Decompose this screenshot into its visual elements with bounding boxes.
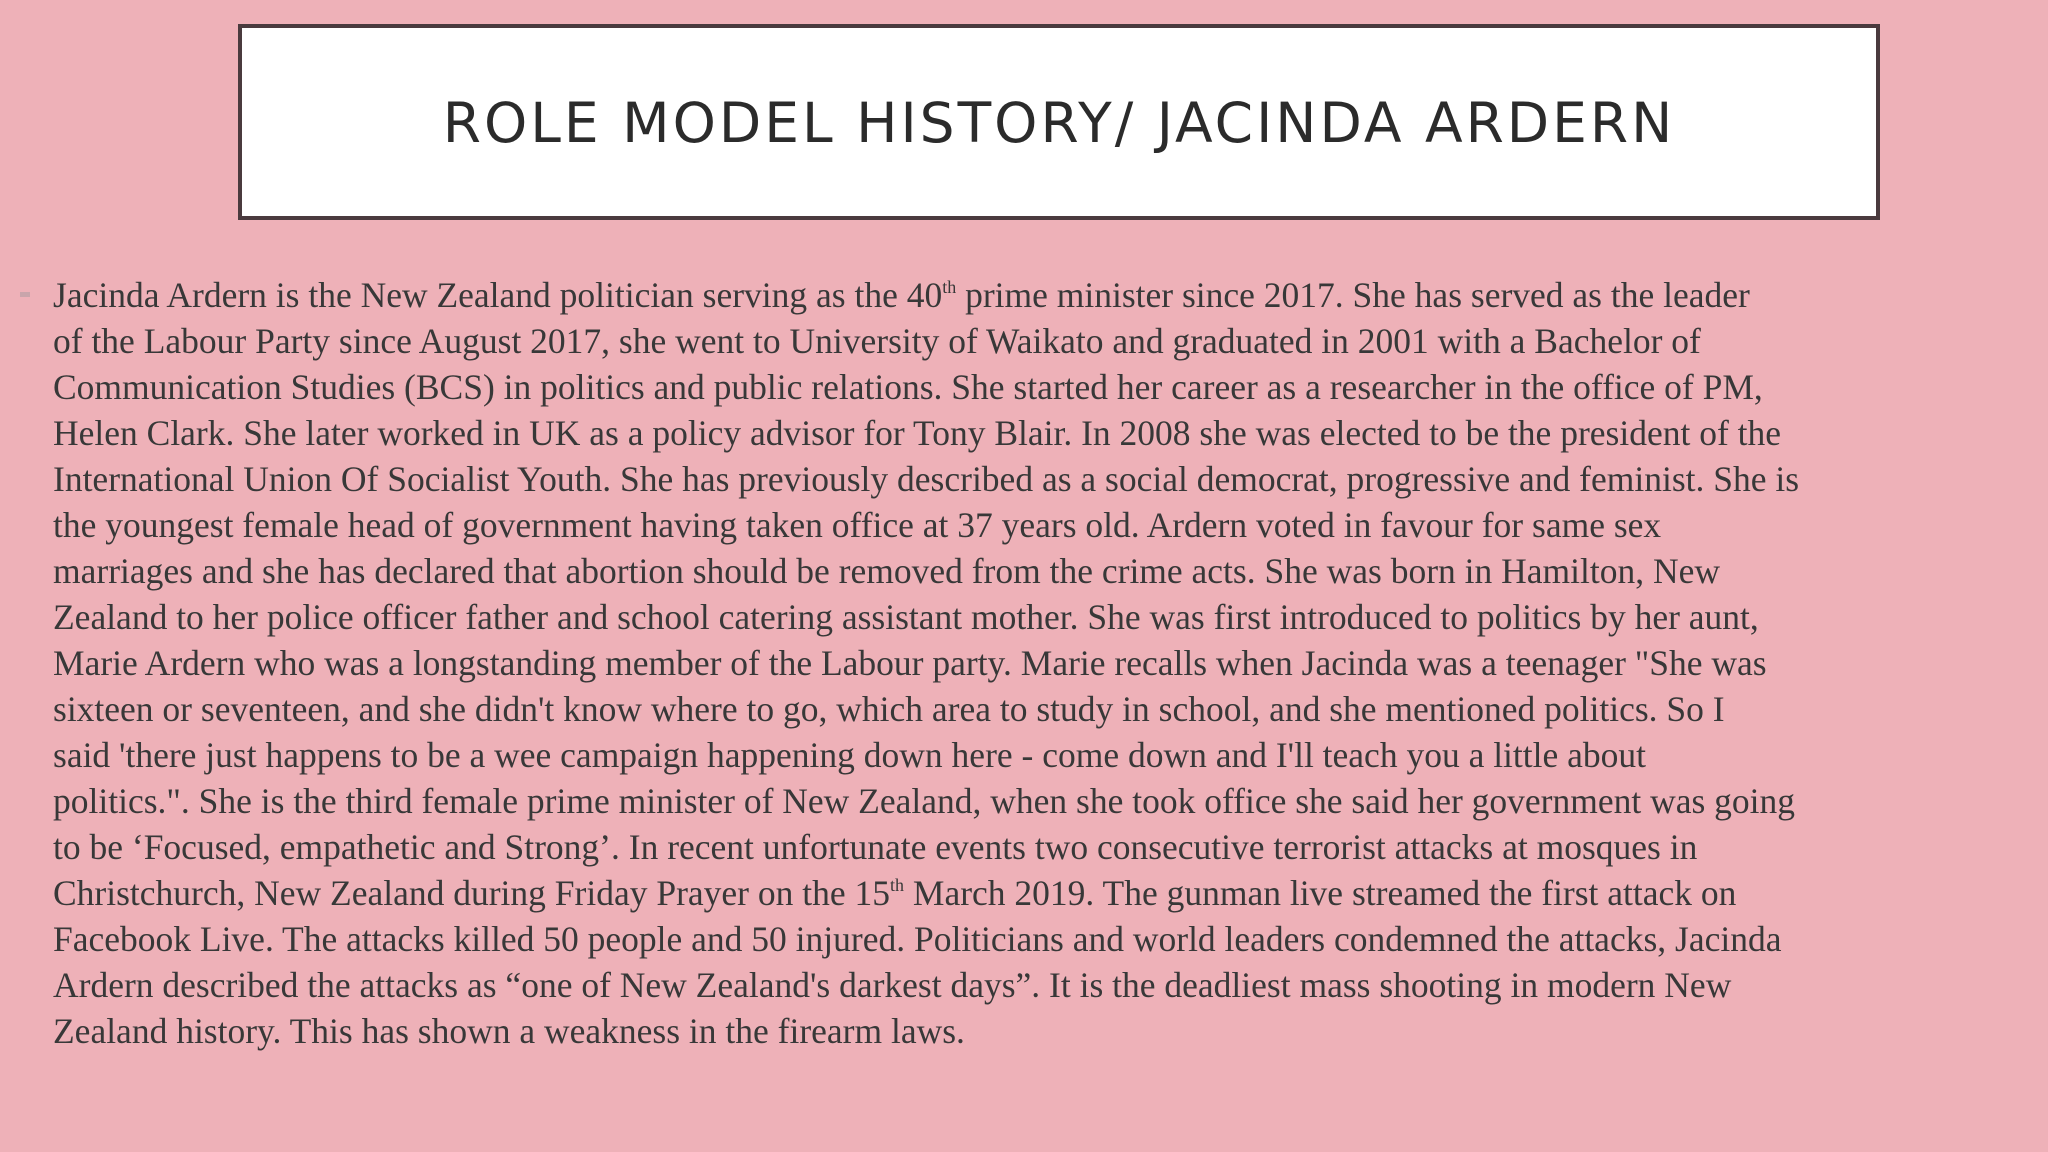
body-line: Facebook Live. The attacks killed 50 people and 50 injured. Politicians and world leaders condemned the attacks, Jacinda (53, 919, 1782, 959)
body-line: Ardern described the attacks as “one of New Zealand's darkest days”. It is the deadliest mass shooting in modern New (53, 965, 1732, 1005)
body-line: of the Labour Party since August 2017, she went to University of Waikato and graduated in 2001 with a Bachelor of (53, 321, 1701, 361)
body-line: Zealand to her police officer father and school catering assistant mother. She was first introduced to politics by her aunt, (53, 597, 1759, 637)
bullet-icon (20, 292, 30, 297)
body-line: Marie Ardern who was a longstanding member of the Labour party. Marie recalls when Jacinda was a teenager "She was (53, 643, 1767, 683)
body-line: Communication Studies (BCS) in politics and public relations. She started her career as a researcher in the office of PM, (53, 367, 1763, 407)
body-line: marriages and she has declared that abortion should be removed from the crime acts. She was born in Hamilton, New (53, 551, 1721, 591)
body-paragraph (53, 272, 1963, 1054)
body-line: politics.". She is the third female prime minister of New Zealand, when she took office she said her government was going (53, 781, 1796, 821)
body-line: Zealand history. This has shown a weakness in the firearm laws. (53, 1011, 965, 1051)
body-line: Helen Clark. She later worked in UK as a policy advisor for Tony Blair. In 2008 she was elected to be the president of the (53, 413, 1782, 453)
body-line: the youngest female head of government having taken office at 37 years old. Ardern voted in favour for same sex (53, 505, 1662, 545)
body-line: sixteen or seventeen, and she didn't know where to go, which area to study in school, and she mentioned politics. So I (53, 689, 1725, 729)
body-line: to be ‘Focused, empathetic and Strong’. In recent unfortunate events two consecutive terrorist attacks at mosques in (53, 827, 1698, 867)
title-box (238, 24, 1880, 220)
body-line: said 'there just happens to be a wee campaign happening down here - come down and I'll teach you a little about (53, 735, 1647, 775)
body-line: Christchurch, New Zealand during Friday Prayer on the 15th March 2019. The gunman live streamed the first attack on (53, 873, 1737, 913)
body-line: International Union Of Socialist Youth. She has previously described as a social democrat, progressive and feminist. She is (53, 459, 1800, 499)
slide-title: ROLE MODEL HISTORY/ JACINDA ARDERN (442, 91, 1676, 155)
body-line: Jacinda Ardern is the New Zealand politician serving as the 40th prime minister since 2017. She has served as the leader (53, 275, 1750, 315)
